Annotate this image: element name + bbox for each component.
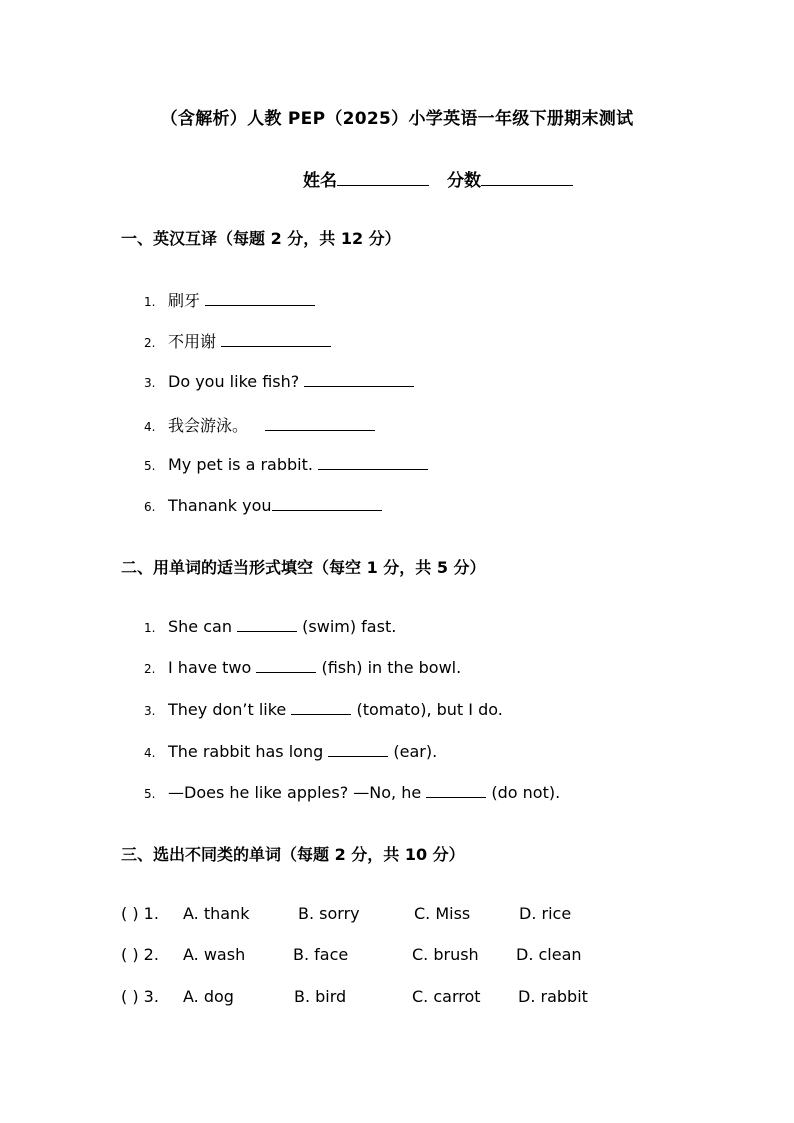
- answer-blank[interactable]: [256, 658, 316, 673]
- answer-paren[interactable]: ( ) 3.: [121, 987, 159, 1006]
- answer-blank[interactable]: [304, 372, 414, 387]
- answer-paren[interactable]: ( ) 1.: [121, 904, 159, 923]
- section1-item: 5. My pet is a rabbit.: [144, 455, 428, 474]
- answer-blank[interactable]: [237, 617, 297, 632]
- option-c: C. Miss: [414, 904, 471, 923]
- option-a: A. thank: [183, 904, 250, 923]
- answer-blank[interactable]: [328, 742, 388, 757]
- name-blank[interactable]: [337, 169, 429, 186]
- option-b: B. bird: [294, 987, 347, 1006]
- section1-heading: 一、英汉互译（每题 2 分，共 12 分）: [121, 229, 401, 248]
- answer-blank[interactable]: [205, 291, 315, 306]
- section1-item: 2. 不用谢: [144, 329, 331, 352]
- option-d: D. clean: [516, 945, 582, 964]
- option-c: C. carrot: [412, 987, 481, 1006]
- section1-item: 6. Thanank you: [144, 496, 382, 515]
- page-title: （含解析）人教 PEP（2025）小学英语一年级下册期末测试: [160, 109, 634, 129]
- name-score-bar: [303, 166, 573, 191]
- answer-blank[interactable]: [291, 700, 351, 715]
- answer-blank[interactable]: [426, 783, 486, 798]
- answer-blank[interactable]: [221, 332, 331, 347]
- answer-blank[interactable]: [265, 416, 375, 431]
- score-label: 分数: [447, 171, 481, 191]
- section1-item: 3. Do you like fish?: [144, 372, 414, 391]
- section2-item: 1. She can (swim) fast.: [144, 617, 397, 636]
- option-c: C. brush: [412, 945, 479, 964]
- option-a: A. wash: [183, 945, 246, 964]
- section2-item: 4. The rabbit has long (ear).: [144, 742, 438, 761]
- option-d: D. rice: [519, 904, 572, 923]
- answer-blank[interactable]: [272, 496, 382, 511]
- name-label: 姓名: [303, 171, 337, 191]
- option-a: A. dog: [183, 987, 234, 1006]
- section2-item: 5. —Does he like apples? —No, he (do not).: [144, 783, 561, 802]
- option-b: B. face: [293, 945, 349, 964]
- option-b: B. sorry: [298, 904, 360, 923]
- section1-item: 1. 刷牙: [144, 288, 315, 311]
- score-blank[interactable]: [481, 169, 573, 186]
- answer-paren[interactable]: ( ) 2.: [121, 945, 159, 964]
- section3-heading: 三、选出不同类的单词（每题 2 分，共 10 分）: [121, 845, 465, 864]
- answer-blank[interactable]: [318, 455, 428, 470]
- option-d: D. rabbit: [518, 987, 588, 1006]
- section2-heading: 二、用单词的适当形式填空（每空 1 分，共 5 分）: [121, 558, 486, 577]
- section2-item: 3. They don’t like (tomato), but I do.: [144, 700, 503, 719]
- section1-item: 4. 我会游泳。: [144, 413, 375, 436]
- section2-item: 2. I have two (fish) in the bowl.: [144, 658, 462, 677]
